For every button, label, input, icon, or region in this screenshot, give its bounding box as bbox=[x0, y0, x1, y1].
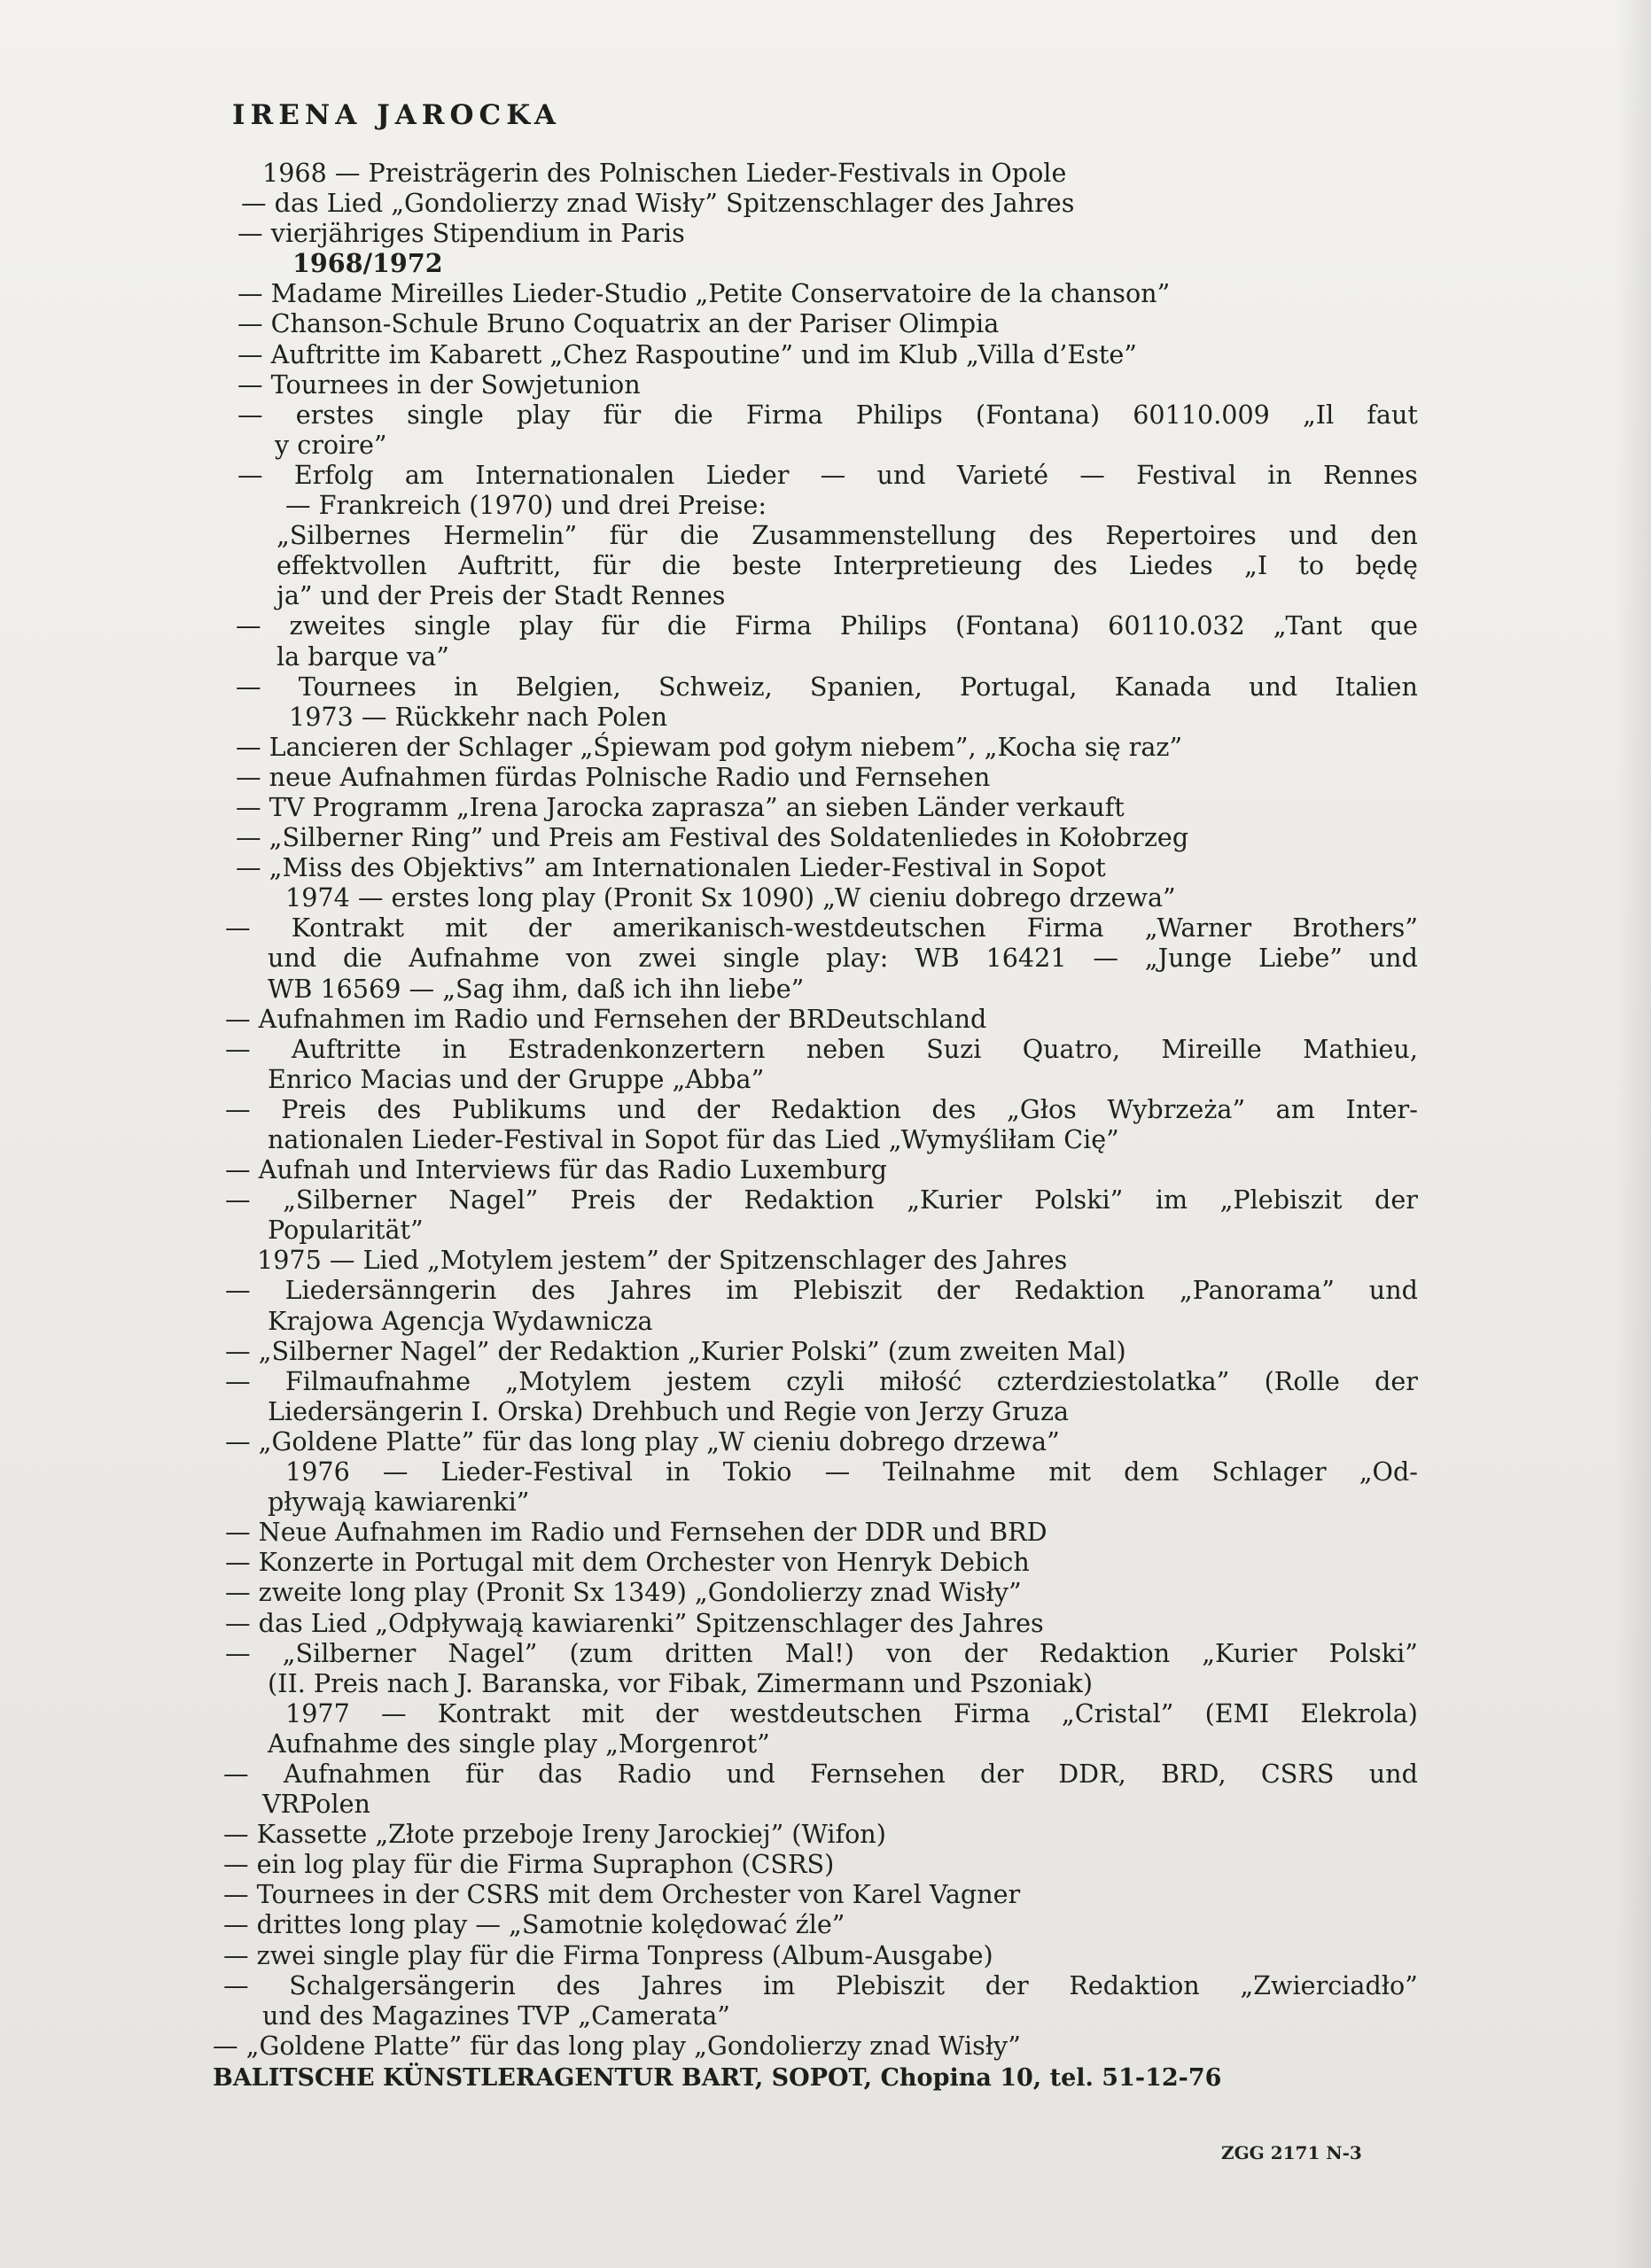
text-line: — Auftritte im Kabarett „Chez Raspoutine” und im Klub „Villa d’Este” bbox=[238, 338, 1137, 369]
text-line: — TV Programm „Irena Jarocka zaprasza” an sieben Länder verkauft bbox=[236, 791, 1125, 822]
text-line: — Konzerte in Portugal mit dem Orchester von Henryk Debich bbox=[225, 1547, 1030, 1578]
word: „Motylem bbox=[505, 1365, 632, 1396]
word: und bbox=[1368, 1275, 1418, 1306]
text-line: pływają kawiarenki” bbox=[268, 1487, 530, 1518]
word: Elekrola) bbox=[1300, 1697, 1418, 1728]
word: — bbox=[824, 1456, 851, 1487]
word: Firma bbox=[735, 610, 813, 641]
word: „I bbox=[1244, 550, 1268, 581]
word: DDR, bbox=[1058, 1758, 1126, 1789]
word: — bbox=[236, 610, 261, 641]
word: Firma bbox=[745, 399, 823, 430]
word: Suzi bbox=[926, 1033, 982, 1064]
text-line: — Tournees in der Sowjetunion bbox=[238, 369, 641, 400]
word: Tournees bbox=[298, 671, 417, 702]
word: der bbox=[667, 1184, 712, 1216]
word: „Silberner bbox=[282, 1637, 417, 1668]
word: czterdziestolatka” bbox=[996, 1365, 1230, 1396]
word: „Silberner bbox=[283, 1184, 417, 1216]
word: „Tant bbox=[1273, 610, 1343, 641]
agency-footer: BALITSCHE KÜNSTLERAGENTUR BART, SOPOT, Chopina 10, tel. 51-12-76 bbox=[213, 2064, 1222, 2092]
text-line: — zweite long play (Pronit Sx 1349) „Gondolierzy znad Wisły” bbox=[225, 1577, 1022, 1608]
word: Varieté bbox=[956, 459, 1049, 490]
text-line: Aufnahme des single play „Morgenrot” bbox=[268, 1728, 770, 1759]
word: des bbox=[531, 1275, 576, 1306]
word: die bbox=[342, 943, 383, 974]
word: amerikanisch-westdeutschen bbox=[611, 913, 986, 944]
word: — bbox=[1079, 459, 1105, 490]
word: dritten bbox=[665, 1637, 753, 1668]
text-line-justified bbox=[225, 1094, 1418, 1124]
word: Kontrakt bbox=[291, 913, 404, 944]
word: — bbox=[225, 1365, 251, 1396]
word: am bbox=[404, 459, 444, 490]
text-line: — vierjähriges Stipendium in Paris bbox=[238, 218, 685, 249]
word: Lieder bbox=[705, 459, 790, 490]
text-line-justified bbox=[225, 1184, 1418, 1215]
word: — bbox=[225, 1184, 251, 1216]
word: Preis bbox=[281, 1093, 347, 1124]
word: die bbox=[661, 550, 701, 581]
word: Schweiz, bbox=[658, 671, 773, 702]
word: Redaktion bbox=[1069, 1969, 1200, 2000]
text-line: ja” und der Preis der Stadt Rennes bbox=[276, 580, 726, 611]
word: Liebe” bbox=[1258, 943, 1343, 974]
word: mit bbox=[581, 1697, 625, 1728]
word: „Kurier bbox=[907, 1184, 1002, 1216]
word: die bbox=[680, 520, 720, 551]
text-line: — „Miss des Objektivs” am Internationalen Lieder-Festival in Sopot bbox=[236, 852, 1106, 883]
text-line: — zwei single play für die Firma Tonpress (Album-Ausgabe) bbox=[223, 1939, 993, 1970]
word: des bbox=[377, 1093, 422, 1124]
word: CSRS bbox=[1260, 1758, 1335, 1789]
text-line-justified bbox=[223, 1970, 1418, 2000]
text-line: Liedersängerin I. Orska) Drehbuch und Regie von Jerzy Gruza bbox=[268, 1395, 1070, 1426]
text-line-justified bbox=[225, 1275, 1418, 1305]
word: — bbox=[381, 1697, 407, 1728]
word: von bbox=[565, 943, 612, 974]
text-line-justified bbox=[225, 913, 1418, 943]
word: Italien bbox=[1335, 671, 1418, 702]
word: Wybrzeża” bbox=[1107, 1093, 1246, 1124]
word: będę bbox=[1355, 550, 1418, 581]
word: Liedes bbox=[1128, 550, 1213, 581]
word: Inter- bbox=[1345, 1093, 1418, 1124]
text-line-justified bbox=[236, 610, 1418, 641]
text-line: 1968 — Preisträgerin des Polnischen Lieder-Festivals in Opole bbox=[262, 158, 1067, 188]
word: miłość bbox=[878, 1365, 962, 1396]
year-heading: 1968/1972 bbox=[292, 248, 443, 279]
word: und bbox=[1368, 943, 1418, 974]
text-line: (II. Preis nach J. Baranska, vor Fibak, Zimermann und Pszoniak) bbox=[268, 1667, 1093, 1698]
word: der bbox=[985, 1969, 1029, 2000]
word: Redaktion bbox=[1039, 1637, 1171, 1668]
word: Lieder-Festival bbox=[440, 1456, 633, 1487]
text-line: 1975 — Lied „Motylem jestem” der Spitzenschlager des Jahres bbox=[257, 1245, 1068, 1276]
text-line: Krajowa Agencja Wydawnicza bbox=[268, 1305, 653, 1336]
word: Redaktion bbox=[770, 1093, 901, 1124]
word: Redaktion bbox=[1014, 1275, 1145, 1306]
word: — bbox=[223, 1758, 249, 1789]
word: für bbox=[601, 610, 639, 641]
word: westdeutschen bbox=[729, 1697, 923, 1728]
word: Firma bbox=[953, 1697, 1031, 1728]
word: Hermelin” bbox=[443, 520, 578, 551]
word: Publikums bbox=[451, 1093, 587, 1124]
text-line: — Neue Aufnahmen im Radio und Fernsehen der DDR und BRD bbox=[225, 1517, 1047, 1548]
word: beste bbox=[732, 550, 802, 581]
word: Quatro, bbox=[1022, 1033, 1121, 1064]
word: (Fontana) bbox=[975, 399, 1101, 430]
word: Preis bbox=[570, 1184, 636, 1216]
word: Interpretieung bbox=[832, 550, 1023, 581]
word: Liedersänngerin bbox=[284, 1275, 497, 1306]
text-line-justified bbox=[236, 672, 1418, 702]
word: „Panorama” bbox=[1179, 1275, 1335, 1306]
text-line: — ein log play für die Firma Supraphon (CSRS) bbox=[223, 1849, 835, 1880]
word: Mathieu, bbox=[1303, 1033, 1418, 1064]
text-line: — Kassette „Złote przeboje Ireny Jarockiej” (Wifon) bbox=[223, 1819, 886, 1850]
word: erstes bbox=[295, 399, 375, 430]
word: „Cristal” bbox=[1061, 1697, 1174, 1728]
word: single bbox=[407, 399, 484, 430]
word: Polski” bbox=[1328, 1637, 1418, 1668]
word: 60110.032 bbox=[1108, 610, 1245, 641]
word: 60110.009 bbox=[1133, 399, 1270, 430]
word: Jahres bbox=[610, 1275, 692, 1306]
word: (EMI bbox=[1204, 1697, 1270, 1728]
word: der bbox=[527, 913, 572, 944]
word: Rennes bbox=[1322, 459, 1418, 490]
word: 1976 bbox=[285, 1456, 350, 1487]
text-line: — Aufnahmen im Radio und Fernsehen der BRDeutschland bbox=[225, 1003, 987, 1034]
word: der bbox=[963, 1637, 1008, 1668]
word: „Junge bbox=[1144, 943, 1233, 974]
word: faut bbox=[1367, 399, 1418, 430]
word: Tokio bbox=[722, 1456, 792, 1487]
text-line: — drittes long play — „Samotnie kolędować źle” bbox=[223, 1909, 845, 1940]
text-line: la barque va” bbox=[276, 641, 449, 672]
word: jestem bbox=[666, 1365, 752, 1396]
word: der bbox=[655, 1697, 699, 1728]
word: WB bbox=[915, 943, 960, 974]
word: Brothers” bbox=[1292, 913, 1418, 944]
word: Auftritte bbox=[291, 1033, 401, 1064]
word: des bbox=[931, 1093, 977, 1124]
text-line: y croire” bbox=[275, 429, 387, 460]
word: Philips bbox=[855, 399, 943, 430]
text-line: 1973 — Rückkehr nach Polen bbox=[289, 701, 668, 732]
word: in bbox=[454, 671, 479, 702]
word: Redaktion bbox=[744, 1184, 875, 1216]
word: Philips bbox=[840, 610, 928, 641]
word: „Plebiszit bbox=[1219, 1184, 1343, 1216]
word: — bbox=[225, 1275, 251, 1306]
word: Filmaufnahme bbox=[284, 1365, 471, 1396]
print-code: ZGG 2171 N-3 bbox=[1221, 2142, 1362, 2163]
word: single bbox=[722, 943, 800, 974]
text-line: — Madame Mireilles Lieder-Studio „Petite Conservatoire de la chanson” bbox=[238, 278, 1171, 309]
word: für bbox=[609, 520, 648, 551]
word: und bbox=[1368, 1758, 1418, 1789]
word: dem bbox=[1124, 1456, 1180, 1487]
word: „Zwierciadło” bbox=[1240, 1969, 1418, 2000]
text-line: — „Goldene Platte” für das long play „Gondolierzy znad Wisły” bbox=[213, 2030, 1021, 2061]
word: Nagel” bbox=[448, 1637, 538, 1668]
word: Zusammenstellung bbox=[752, 520, 997, 551]
word: Nagel” bbox=[448, 1184, 539, 1216]
word: Schlager bbox=[1211, 1456, 1327, 1487]
text-line-justified bbox=[225, 1366, 1418, 1396]
word: Jahres bbox=[641, 1969, 723, 2000]
biography-list bbox=[213, 158, 1418, 2061]
text-line: — „Goldene Platte” für das long play „W cieniu dobrego drzewa” bbox=[225, 1425, 1060, 1456]
word: — bbox=[820, 459, 846, 490]
word: „Kurier bbox=[1202, 1637, 1297, 1668]
word: die bbox=[674, 399, 713, 430]
word: Mireille bbox=[1161, 1033, 1262, 1064]
word: Plebiszit bbox=[835, 1969, 946, 2000]
word: „Głos bbox=[1007, 1093, 1077, 1124]
word: play bbox=[518, 610, 573, 641]
word: und bbox=[726, 1758, 775, 1789]
word: que bbox=[1370, 610, 1418, 641]
text-line: Popularität” bbox=[268, 1215, 424, 1246]
word: zwei bbox=[638, 943, 697, 974]
word: — bbox=[225, 913, 251, 944]
word: des bbox=[1053, 550, 1098, 581]
word: play: bbox=[826, 943, 889, 974]
text-line: Enrico Macias und der Gruppe „Abba” bbox=[268, 1063, 765, 1094]
text-line: — Chanson-Schule Bruno Coquatrix an der Pariser Olimpia bbox=[238, 308, 1000, 339]
word: für bbox=[465, 1758, 503, 1789]
text-line: — neue Aufnahmen fürdas Polnische Radio und Fernsehen bbox=[236, 761, 991, 792]
word: „Silbernes bbox=[276, 520, 411, 551]
word: Fernsehen bbox=[810, 1758, 946, 1789]
text-line-justified bbox=[285, 1698, 1418, 1728]
word: Belgien, bbox=[515, 671, 621, 702]
word: Kontrakt bbox=[437, 1697, 551, 1728]
word: Auftritt, bbox=[458, 550, 562, 581]
word: mit bbox=[1048, 1456, 1092, 1487]
text-line: WB 16569 — „Sag ihm, daß ich ihn liebe” bbox=[268, 973, 805, 1004]
word: des bbox=[556, 1969, 601, 2000]
text-line: — Aufnah und Interviews für das Radio Luxemburg bbox=[225, 1154, 887, 1185]
word: Internationalen bbox=[475, 459, 675, 490]
word: im bbox=[726, 1275, 759, 1306]
word: 16421 bbox=[985, 943, 1067, 974]
word: und bbox=[617, 1093, 666, 1124]
text-line: VRPolen bbox=[262, 1789, 370, 1820]
word: im bbox=[763, 1969, 796, 2000]
word: — bbox=[223, 1969, 249, 2000]
word: Aufnahmen bbox=[283, 1758, 431, 1789]
word: Portugal, bbox=[960, 671, 1078, 702]
word: neben bbox=[806, 1033, 885, 1064]
word: (Fontana) bbox=[955, 610, 1080, 641]
word: zweites bbox=[289, 610, 386, 641]
word: den bbox=[1370, 520, 1418, 551]
word: — bbox=[225, 1033, 251, 1064]
word: Repertoires bbox=[1105, 520, 1257, 551]
word: Erfolg bbox=[293, 459, 374, 490]
word: der bbox=[697, 1093, 740, 1124]
word: am bbox=[1275, 1093, 1315, 1124]
word: der bbox=[936, 1275, 980, 1306]
word: — bbox=[238, 399, 263, 430]
word: der bbox=[1375, 1184, 1418, 1216]
word: Mal!) bbox=[784, 1637, 854, 1668]
word: — bbox=[1093, 943, 1118, 974]
word: — bbox=[236, 671, 261, 702]
word: und bbox=[1249, 671, 1298, 702]
text-line: und des Magazines TVP „Camerata” bbox=[262, 2000, 730, 2031]
word: das bbox=[538, 1758, 583, 1789]
text-line: — Frankreich (1970) und drei Preise: bbox=[285, 490, 767, 521]
text-line-justified bbox=[268, 943, 1418, 973]
text-line-justified bbox=[276, 520, 1418, 550]
word: BRD, bbox=[1161, 1758, 1227, 1789]
word: Radio bbox=[617, 1758, 692, 1789]
word: — bbox=[225, 1093, 251, 1124]
text-line-justified bbox=[276, 550, 1418, 580]
word: Estradenkonzertern bbox=[508, 1033, 766, 1064]
word: und bbox=[876, 459, 926, 490]
word: der bbox=[980, 1758, 1024, 1789]
text-line: — „Silberner Nagel” der Redaktion „Kurier Polski” (zum zweiten Mal) bbox=[225, 1335, 1126, 1366]
word: czyli bbox=[786, 1365, 845, 1396]
word: Plebiszit bbox=[792, 1275, 902, 1306]
word: Polski” bbox=[1034, 1184, 1124, 1216]
text-line-justified bbox=[225, 1034, 1418, 1064]
word: und bbox=[1289, 520, 1338, 551]
word: und bbox=[268, 943, 317, 974]
word: für bbox=[603, 399, 642, 430]
word: in bbox=[442, 1033, 467, 1064]
word: Festival bbox=[1136, 459, 1236, 490]
word: single bbox=[414, 610, 491, 641]
word: „Warner bbox=[1144, 913, 1252, 944]
word: „Il bbox=[1302, 399, 1335, 430]
word: play bbox=[516, 399, 571, 430]
word: die bbox=[666, 610, 707, 641]
word: — bbox=[225, 1637, 251, 1668]
text-line: — Tournees in der CSRS mit dem Orchester von Karel Vagner bbox=[223, 1879, 1021, 1910]
word: (Rolle bbox=[1264, 1365, 1340, 1396]
text-line-justified bbox=[223, 1759, 1418, 1789]
word: mit bbox=[445, 913, 487, 944]
text-line: — das Lied „Odpływają kawiarenki” Spitzenschlager des Jahres bbox=[225, 1607, 1044, 1638]
text-line: 1974 — erstes long play (Pronit Sx 1090) „W cieniu dobrego drzewa” bbox=[285, 882, 1176, 913]
word: für bbox=[592, 550, 631, 581]
text-line: — das Lied „Gondolierzy znad Wisły” Spitzenschlager des Jahres bbox=[241, 188, 1075, 219]
word: im bbox=[1155, 1184, 1188, 1216]
text-line: — Lancieren der Schlager „Śpiewam pod gołym niebem”, „Kocha się raz” bbox=[236, 731, 1183, 762]
page-title: IRENA JAROCKA bbox=[232, 99, 561, 131]
word: Teilnahme bbox=[883, 1456, 1016, 1487]
word: — bbox=[238, 459, 263, 490]
word: (zum bbox=[569, 1637, 634, 1668]
word: der bbox=[1375, 1365, 1418, 1396]
text-line: nationalen Lieder-Festival in Sopot für das Lied „Wymyśliłam Cię” bbox=[268, 1124, 1119, 1154]
word: — bbox=[382, 1456, 409, 1487]
word: Schalgersängerin bbox=[289, 1969, 516, 2000]
word: Kanada bbox=[1114, 671, 1211, 702]
text-line-justified bbox=[285, 1456, 1418, 1487]
text-line-justified bbox=[238, 460, 1418, 490]
word: effektvollen bbox=[276, 550, 427, 581]
word: to bbox=[1298, 550, 1325, 581]
text-line-justified bbox=[225, 1638, 1418, 1668]
text-line-justified bbox=[238, 400, 1418, 430]
word: „Od- bbox=[1359, 1456, 1418, 1487]
page-edge-shade bbox=[1616, 0, 1651, 2268]
word: des bbox=[1028, 520, 1073, 551]
text-line: — „Silberner Ring” und Preis am Festival des Soldatenliedes in Kołobrzeg bbox=[236, 822, 1189, 853]
word: Aufnahme bbox=[409, 943, 540, 974]
word: in bbox=[1267, 459, 1292, 490]
word: Spanien, bbox=[809, 671, 923, 702]
word: in bbox=[666, 1456, 690, 1487]
word: 1977 bbox=[285, 1697, 350, 1728]
word: Firma bbox=[1026, 913, 1104, 944]
word: von bbox=[885, 1637, 932, 1668]
